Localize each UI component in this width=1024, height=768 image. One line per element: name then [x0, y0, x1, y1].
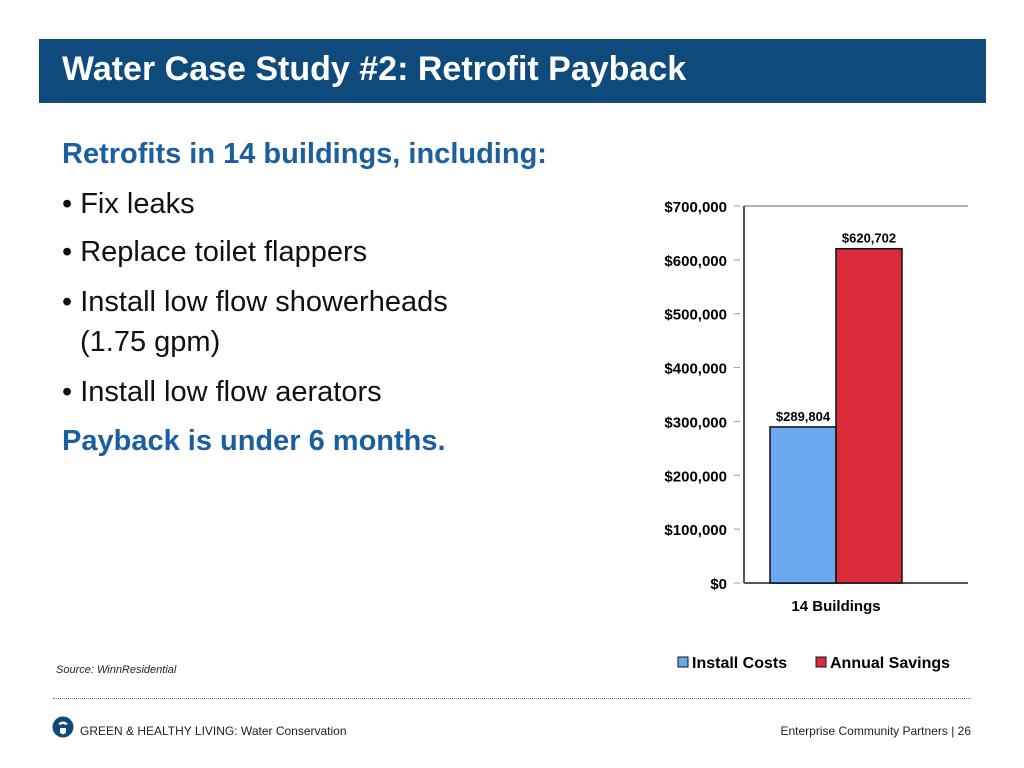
y-tick-label: $700,000 [664, 199, 727, 216]
bullet-showerheads-gpm: (1.75 gpm) [80, 326, 221, 358]
y-tick-label: $0 [710, 576, 727, 593]
y-tick-label: $200,000 [664, 468, 727, 486]
legend-label-install-costs: Install Costs [692, 655, 788, 672]
title-bar [39, 39, 986, 103]
source-note: Source: WinnResidential [56, 664, 177, 676]
data-label-install-costs: $289,804 [775, 408, 831, 424]
bar-annual-savings [836, 249, 902, 583]
legend-label-annual-savings: Annual Savings [830, 655, 951, 672]
footer-divider [53, 698, 971, 699]
bar-install-costs [770, 427, 836, 583]
y-tick-label: $500,000 [664, 306, 727, 324]
footer-section-label: GREEN & HEALTHY LIVING: Water Conservation [80, 724, 347, 738]
bullet-aerators: • Install low flow aerators [62, 376, 382, 408]
y-tick-label: $600,000 [664, 252, 727, 270]
slide-title: Water Case Study #2: Retrofit Payback [62, 50, 687, 88]
enterprise-logo-icon [52, 716, 74, 738]
bullet-showerheads: • Install low flow showerheads [62, 286, 448, 318]
bullet-toilet-flappers: • Replace toilet flappers [62, 236, 368, 268]
y-tick-label: $300,000 [664, 414, 727, 432]
payback-chart [622, 158, 968, 688]
y-tick-label: $100,000 [664, 522, 727, 540]
chart-svg [622, 158, 968, 688]
payback-conclusion: Payback is under 6 months. [62, 425, 446, 457]
x-category-label: 14 Buildings [791, 598, 881, 615]
y-tick-label: $400,000 [664, 360, 727, 378]
legend-swatch-install-costs [678, 657, 688, 667]
intro-text: Retrofits in 14 buildings, including: [62, 138, 547, 170]
data-label-annual-savings: $620,702 [841, 230, 897, 246]
bullet-fix-leaks: • Fix leaks [62, 188, 195, 220]
footer-org-page: Enterprise Community Partners | 26 [780, 724, 971, 738]
legend-swatch-annual-savings [816, 657, 826, 667]
